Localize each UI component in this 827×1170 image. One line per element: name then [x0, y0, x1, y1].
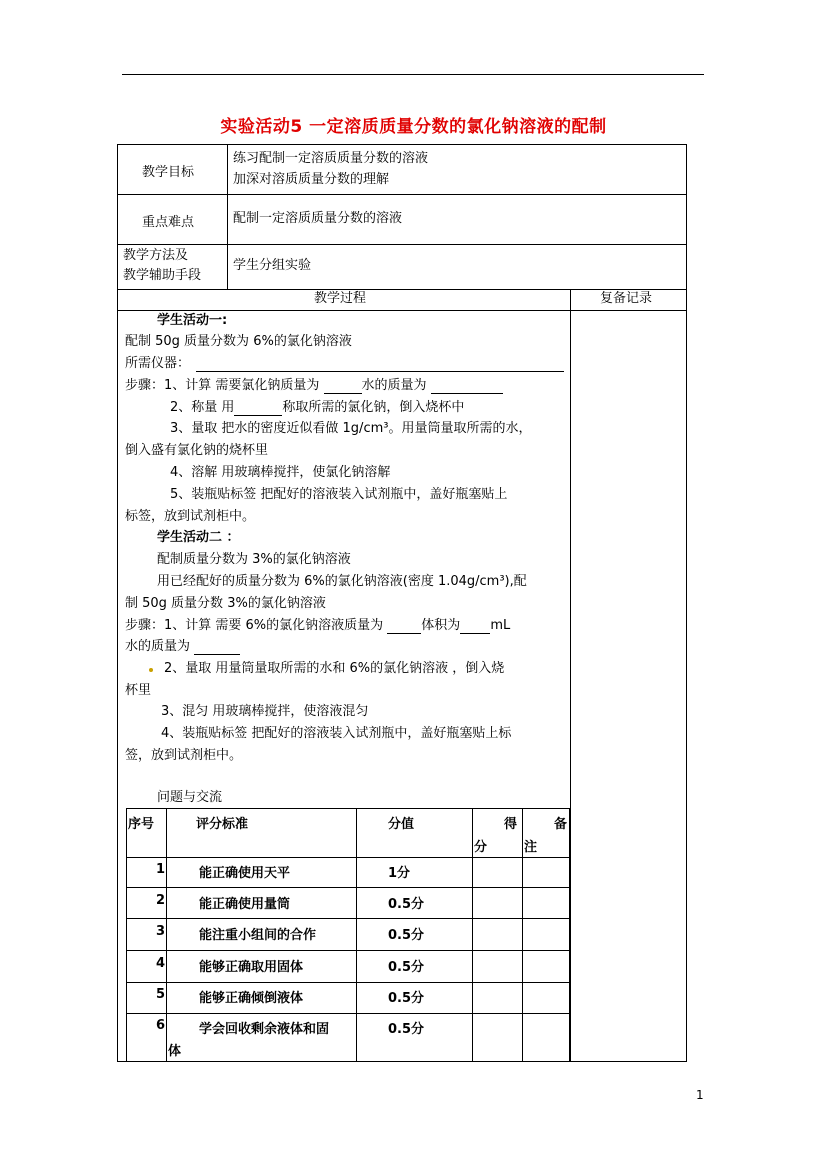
row-score: 0.5分 [388, 991, 425, 1006]
activity2-line: 步骤：1、计算 需要 6%的氯化钠溶液质量为 体积为 mL [125, 618, 511, 633]
process-header: 教学过程 [314, 291, 367, 306]
top-rule [122, 74, 704, 75]
page-number: 1 [696, 1088, 704, 1102]
row-label-goals: 教学目标 [142, 165, 195, 180]
row-criteria: 能够正确倾倒液体 [199, 991, 304, 1006]
activity2-heading: 学生活动二 ： [157, 530, 240, 545]
activity2-line: 杯里 [125, 683, 152, 698]
row-divider [117, 310, 687, 311]
row-divider [117, 244, 687, 245]
row-criteria: 能够正确取用固体 [199, 960, 304, 975]
activity1-line: 步骤：1、计算 需要氯化钠质量为 水的质量为 [125, 378, 503, 394]
questions-label: 问题与交流 [157, 790, 223, 805]
col-divider [356, 808, 357, 1062]
activity1-line: 4、溶解 用玻璃棒搅拌，使氯化钠溶解 [170, 465, 391, 480]
row-score: 0.5分 [388, 928, 425, 943]
col-divider [570, 289, 571, 1062]
activity2-line: 用已经配好的质量分数为 6%的氯化钠溶液(密度 1.04g/cm³),配 [157, 574, 527, 589]
row-label-key-points: 重点难点 [142, 215, 195, 230]
row-divider [126, 1013, 570, 1014]
col-header-note: 注 [524, 840, 538, 855]
row-criteria: 体 [168, 1044, 182, 1059]
row-divider [117, 289, 687, 290]
activity1-line: 2、称量 用 称取所需的氯化钠，倒入烧杯中 [170, 400, 465, 415]
row-divider [126, 950, 570, 951]
row-criteria: 学会回收剩余液体和固 [199, 1022, 330, 1037]
row-score: 0.5分 [388, 1022, 425, 1037]
row-score: 1分 [388, 866, 411, 881]
activity2-line: 水的质量为 [125, 639, 240, 655]
activity2-line: 签，放到试剂柜中。 [125, 748, 243, 763]
activity2-line: 4、装瓶贴标签 把配好的溶液装入试剂瓶中，盖好瓶塞贴上标 [161, 726, 512, 741]
row-no: 3 [156, 924, 166, 939]
score-table [126, 808, 570, 1062]
activity1-heading: 学生活动一: [157, 313, 228, 328]
row-divider [126, 857, 570, 858]
row-no: 6 [156, 1018, 166, 1033]
row-label-methods: 教学方法及 [123, 248, 189, 263]
activity2-line: 2、量取 用量筒量取所需的水和 6%的氯化钠溶液 ，倒入烧 [164, 661, 505, 676]
row-no: 4 [156, 956, 166, 971]
page-title: 实验活动5 一定溶质质量分数的氯化钠溶液的配制 [220, 117, 607, 137]
goal-line: 练习配制一定溶质质量分数的溶液 [233, 151, 429, 166]
col-divider [227, 144, 228, 289]
row-divider [126, 918, 570, 919]
col-header-criteria: 评分标准 [196, 817, 249, 832]
activity1-line: 所需仪器： [125, 356, 191, 371]
row-score: 0.5分 [388, 897, 425, 912]
row-no: 1 [156, 862, 166, 877]
activity2-line: 制 50g 质量分数 3%的氯化钠溶液 [125, 596, 326, 611]
goal-line: 加深对溶质质量分数的理解 [233, 172, 390, 187]
row-score: 0.5分 [388, 960, 425, 975]
row-no: 5 [156, 987, 166, 1002]
activity2-line: 配制质量分数为 3%的氯化钠溶液 [157, 552, 351, 567]
col-divider [472, 808, 473, 1062]
col-header-got: 分 [474, 840, 488, 855]
row-label-methods: 教学辅助手段 [123, 268, 202, 283]
row-divider [117, 194, 687, 195]
row-criteria: 能注重小组间的合作 [199, 928, 317, 943]
activity1-line: 配制 50g 质量分数为 6%的氯化钠溶液 [125, 334, 352, 349]
row-divider [126, 982, 570, 983]
key-points-text: 配制一定溶质质量分数的溶液 [233, 211, 403, 226]
col-divider [522, 808, 523, 1062]
activity1-line: 5、装瓶贴标签 把配好的溶液装入试剂瓶中，盖好瓶塞贴上 [170, 487, 508, 502]
methods-text: 学生分组实验 [233, 258, 312, 273]
col-header-score: 分值 [388, 817, 415, 832]
row-criteria: 能正确使用天平 [199, 866, 291, 881]
blank-underline [196, 371, 564, 372]
activity1-line: 标签，放到试剂柜中。 [125, 509, 256, 524]
activity2-line: 3、混匀 用玻璃棒搅拌，使溶液混匀 [161, 704, 369, 719]
row-no: 2 [156, 893, 166, 908]
col-header-note: 备 [554, 817, 568, 832]
col-divider [166, 808, 167, 1062]
notes-header: 复备记录 [600, 291, 653, 306]
col-header-got: 得 [504, 817, 518, 832]
col-header-no: 序号 [128, 817, 155, 832]
row-divider [126, 887, 570, 888]
activity1-line: 倒入盛有氯化钠的烧杯里 [125, 443, 269, 458]
stray-mark [149, 668, 153, 672]
row-criteria: 能正确使用量筒 [199, 897, 291, 912]
activity1-line: 3、量取 把水的密度近似看做 1g/cm³。用量筒量取所需的水， [170, 421, 532, 436]
